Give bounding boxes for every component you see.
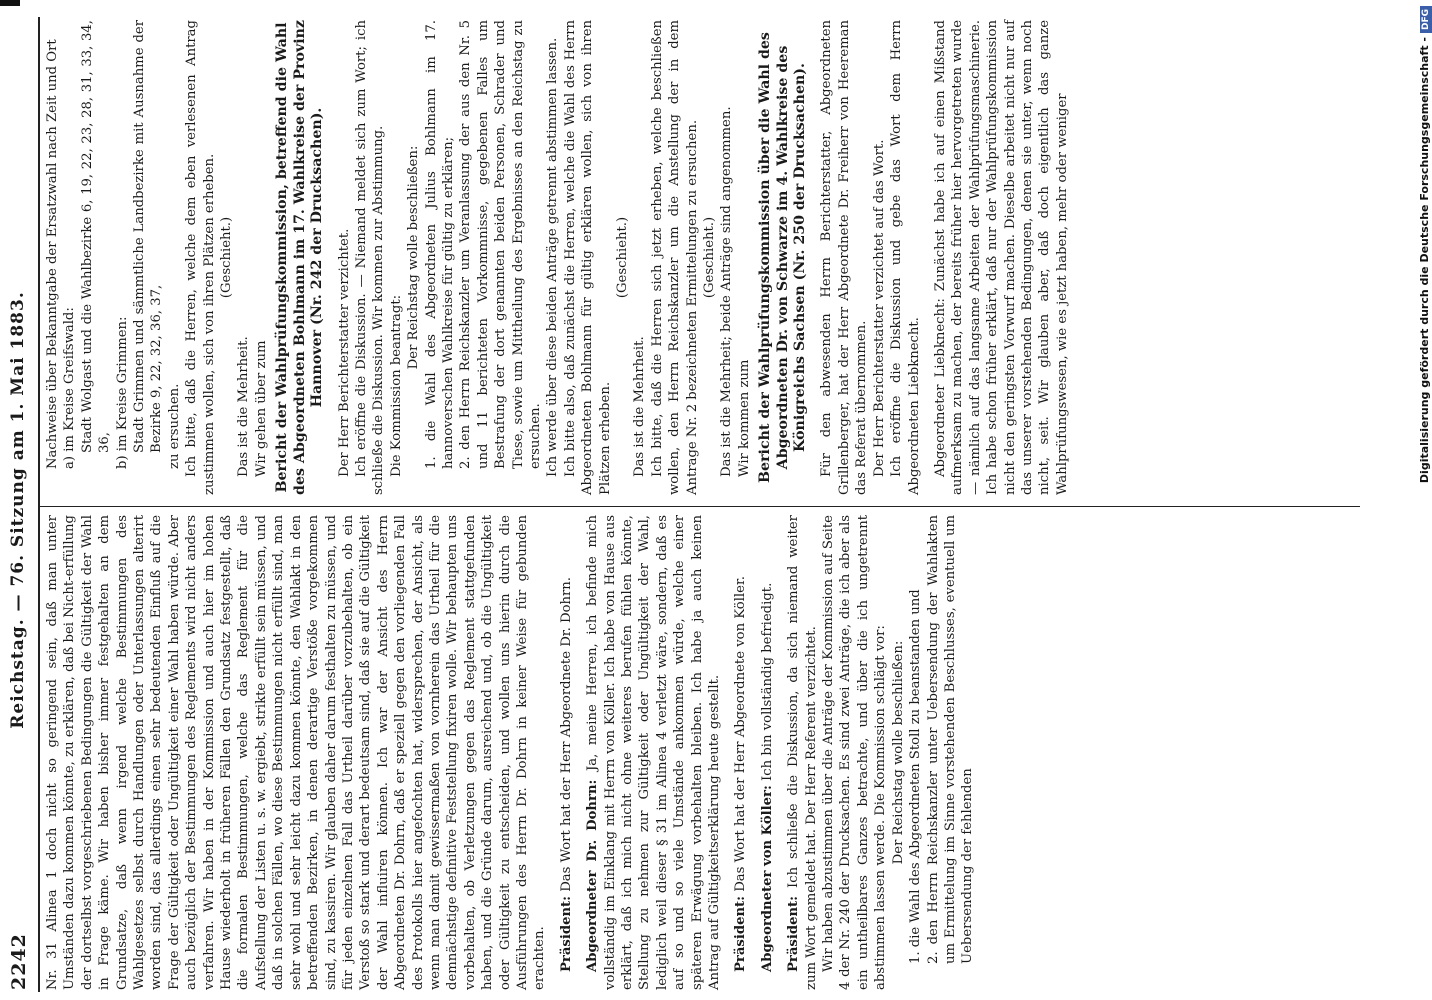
- paragraph: Ich werde über diese beiden Anträge getrennt abstimmen lassen.: [545, 37, 561, 477]
- speech: Abgeordneter Liebknecht: Zunächst habe ich auf einen Mißstand aufmerksam zu machen, der bereits früher hier hervorgetreten wurde — nämlich auf das langsame Arbeiten der Wahlprüfungsmaschinerie. Ich habe schon früher erklärt, daß nur der Wahlprüfungskommission nicht den geringsten Vorwurf machen. Dieselbe arbeitet nicht nur auf das unserer vorstehenden Bedingungen, denen sie unter, wenn noch nicht, seit. Wir glauben aber, daß doch eigentlich das ganze Wahlprüfungswesen, wie es jetzt haben, mehr oder weniger: [932, 20, 1070, 495]
- digitization-credit: [1415, 0, 1432, 1000]
- list-item: 1. die Wahl des Abgeordneten Julius Bohlmann im 17. hannoverschen Wahlkreise für gültig zu erklären;: [423, 20, 456, 469]
- paragraph: Ich bitte also, daß zunächst die Herren, welche die Wahl des Herrn Abgeordneten Bohlmann für gültig erklären wollen, sich von ihren Plätzen erheben.: [562, 20, 613, 495]
- list-item: Stadt Grimmen und sämmtliche Landbezirke mit Ausnahme der Bezirke 9, 22, 32, 36, 37,: [132, 20, 165, 453]
- page-header: [8, 30, 36, 990]
- speech-text: Ich schließe die Diskussion, da sich niemand weiter zum Wort gemeldet hat. Der Herr Referent verzichtet.: [786, 515, 819, 990]
- speaker: Präsident:: [786, 895, 802, 972]
- left-column: [44, 515, 977, 990]
- paragraph: Ich bitte, daß die Herren, welche dem eben verlesenen Antrag zustimmen wollen, sich von ihren Plätzen erheben.: [184, 20, 217, 495]
- paragraph: Der Reichstag wolle beschließen:: [406, 145, 422, 370]
- paragraph: Ich eröffne die Diskussion und gebe das Wort dem Herrn Abgeordneten Liebknecht.: [889, 20, 922, 495]
- list-item: b) im Kreise Grimmen:: [114, 316, 130, 469]
- section-heading: Bericht der Wahlprüfungskommission über die Wahl des Abgeordneten Dr. von Schwarze im 4. Wahlkreise des Königreichs Sachsen (Nr. 250 der Drucksachen).: [757, 32, 809, 483]
- paragraph: Das ist die Mehrheit.: [632, 336, 648, 477]
- paragraph: Ich eröffne die Diskussion. — Niemand meldet sich zum Wort; ich schließe die Diskussion. Wir kommen zur Abstimmung.: [353, 20, 387, 495]
- stage-note: (Geschieht.): [615, 216, 630, 299]
- running-title: Reichstag. — 76. Sitzung am 1. Mai 1883.: [8, 291, 28, 729]
- paragraph: Für den abwesenden Herrn Berichterstatter, Abgeordneten Grillenberger, hat der Herr Abgeordnete Dr. Freiherr von Heereman das Referat übernommen.: [819, 20, 870, 495]
- page-number: 2242: [8, 933, 30, 990]
- paragraph: zu ersuchen.: [166, 383, 182, 469]
- list-item: a) im Kreise Greifswald:: [62, 307, 78, 469]
- digitization-sidebar: [1413, 0, 1432, 1000]
- paragraph: Der Herr Berichterstatter verzichtet.: [336, 228, 352, 477]
- paragraph: Wir gehen über zum: [253, 340, 269, 477]
- speech: [558, 515, 575, 990]
- speech-text: Ja, meine Herren, ich befinde mich vollständig im Einklang mit Herrn von Köller. Ich habe von Hause aus erklärt, daß ich mich nicht ohne weiteres berufen fühlen könnte, Stellung zu nehmen zur Gültigkeit oder Ungültigkeit der Wahl, lediglich weil dieser § 31 im Alinea 4 verletzt wäre, sondern, daß es auf so und so viele Umstände ankommen würde, welche einer späteren Erwägung vorbehalten bleiben. Ich habe ja auch keinen Antrag auf Gültigkeitserklärung heute gestellt.: [585, 515, 723, 990]
- paragraph: Der Herr Berichterstatter verzichtet auf das Wort.: [871, 139, 887, 477]
- list-item: 2. den Herrn Reichskanzler unter Uebersendung der Wahlakten um Ermittelung im Sinne vorstehenden Beschlusses, eventuell um Uebersendung der fehlenden: [925, 515, 976, 964]
- paragraph: Das ist die Mehrheit; beide Anträge sind angenommen.: [719, 106, 735, 477]
- list-item: 1. die Wahl des Abgeordneten Stoll zu beanstanden und: [908, 589, 924, 964]
- right-column: [44, 20, 1071, 495]
- speech: [732, 515, 749, 990]
- paragraph: Ich bitte, daß die Herren sich jetzt erheben, welche beschließen wollen, den Herrn Reichskanzler um die Anstellung der in dem Antrage Nr. 2 bezeichneten Ermittelungen zu ersuchen.: [649, 20, 700, 495]
- speaker: Präsident:: [733, 895, 749, 972]
- speaker: Abgeordneter von Köller:: [759, 785, 775, 972]
- paragraph: Wir kommen zum: [736, 359, 752, 477]
- paragraph: Nachweise über Bekanntgabe der Ersatzwahl nach Zeit und Ort: [45, 39, 60, 469]
- paragraph: Das ist die Mehrheit.: [236, 336, 252, 477]
- digitization-credit-text: Digitalisierung gefördert durch die Deutsche Forschungsgemeinschaft -: [1418, 37, 1431, 484]
- paragraph: Wir haben abzustimmen über die Anträge der Kommission auf Seite 4 der Nr. 240 der Drucksachen. Es sind zwei Anträge, die ich aber als ein untheilbares Ganzes betrachte, und über die ich ungetrennt abstimmen lassen werde. Die Kommission schlägt vor:: [821, 515, 889, 990]
- list-item: 2. den Herrn Reichskanzler um Veranlassung der aus den Nr. 5 und 11 berichteten Vorkommnisse, gegebenen Falles um Bestrafung der dort genannten beiden Personen, Schrader und Tiese, sowie um Mittheilung des Ergebnisses an den Reichstag zu ersuchen.: [458, 20, 543, 469]
- speech-text: Ich bin vollständig befriedigt.: [759, 582, 775, 781]
- section-heading: Bericht der Wahlprüfungskommission, betreffend die Wahl des Abgeordneten Bohlmann im 17. Wahlkreise der Provinz Hannover (Nr. 242 der Drucksachen).: [274, 20, 326, 495]
- header-rule: [38, 17, 40, 992]
- speech-text: Das Wort hat der Herr Abgeordnete von Köller.: [733, 576, 749, 892]
- speech: [759, 515, 776, 990]
- speech-text: Das Wort hat der Herr Abgeordnete Dr. Dohrn.: [558, 577, 574, 892]
- speech: [584, 515, 723, 990]
- list-item: Stadt Wolgast und die Wahlbezirke 6, 19, 22, 23, 28, 31, 33, 34, 36,: [79, 20, 113, 453]
- stage-note: (Geschieht.): [702, 216, 718, 299]
- speaker: Abgeordneter Dr. Dohrn:: [585, 779, 601, 972]
- speech: [785, 515, 820, 990]
- column-divider: [40, 506, 1360, 507]
- paragraph: Die Kommission beantragt:: [388, 294, 404, 477]
- paragraph: Der Reichstag wolle beschließen:: [890, 640, 906, 865]
- dfg-logo: DFG: [1420, 6, 1432, 33]
- paragraph: Nr. 31 Alinea 1 doch nicht so geringend sein, daß man unter Umständen dazu kommen könnte, zu erklären, daß bei Nicht-erfüllung der dortselbst vorgeschriebenen Bedingungen die Gültigkeit der Wahl in Frage käme. Wir haben bisher immer festgehalten an dem Grundsatze, daß wenn irgend welche Bestimmungen des Wahlgesetzes selbst durch Handlungen oder Unterlassungen alterirt worden sind, das allerdings einen sehr bedeutenden Einfluß auf die Frage der Gültigkeit oder Ungültigkeit einer Wahl haben würde. Aber auch bezüglich der Bestimmungen des Reglements wird nicht anders verfahren. Wir haben in der Kommission und auch hier im hohen Hause wiederholt in früheren Fällen den Grundsatz festgestellt, daß die formalen Bestimmungen, welche das Reglement für die Aufstellung der Listen u. s. w. ergiebt, strikte erfüllt sein müssen, und daß in solchen Fällen, wo diese Bestimmungen nicht erfüllt sind, man sehr wohl und sehr leicht dazu kommen könnte, den Wahlakt in den betreffenden Bezirken, in denen derartige Verstöße vorgekommen sind, zu kassiren. Wir glauben daher darum festhalten zu müssen, und für jeden einzelnen Fall das Urtheil darüber vorzubehalten, ob ein Verstoß so stark und derart bedeutsam sind, daß sie auf die Gültigkeit der Wahl influiren können. Ich war der Ansicht des Herrn Abgeordneten Dr. Dohrn, daß er speziell gegen den vorliegenden Fall des Protokolls hier angefochten hat, widersprechen, der Ansicht, als wenn man damit gewissermaßen von vornherein das Urtheil für die demnächstige definitive Feststellung fixiren wolle. Wir behaupten uns vorbehalten, ob Verletzungen gegen das Reglement stattgefunden haben, und die Gründe darum, ausreichend und, ob die Ungültigkeit oder Gültigkeit zu entscheiden, und wollen uns hierin durch die Ausführungen des Herrn Dr. Dohrn in keiner Weise für gebunden erachten.: [45, 515, 548, 990]
- speaker: Präsident:: [558, 895, 574, 972]
- stage-note: (Geschieht.): [219, 216, 235, 299]
